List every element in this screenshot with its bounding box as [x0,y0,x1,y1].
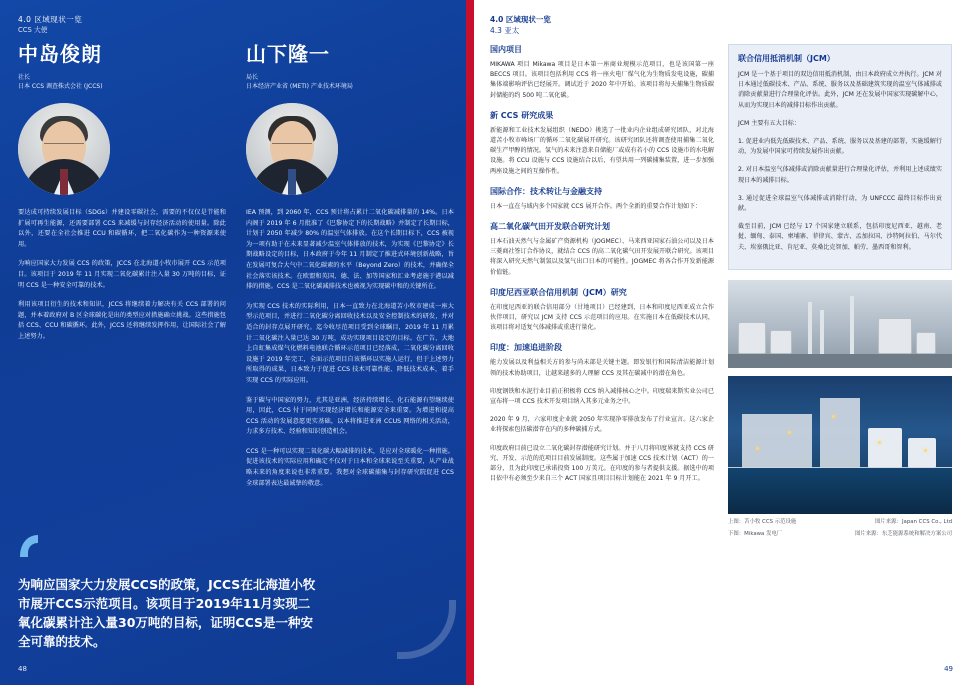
avatar [18,103,110,195]
paragraph: 能力发展以及利益相关方的参与尚未部是关键主题。即发银行和国际清洁能源计划领的技术协助项目，让越来越多的人理解 CCS 及其在碳减中的潜在角色。 [490,359,714,377]
article-block-gas-field [490,221,714,278]
right-page [474,0,969,685]
section-subtitle: CCS 大使 [18,26,48,34]
page-number-left: 48 [18,665,27,673]
paragraph: 印度钢铁和水泥行业目前正积极将 CCS 纳入减排核心之中。印度瑞来斯实业公司已宣布将一项 CCS 技术开发项目纳入其多元业务之中。 [490,387,714,406]
left-columns [18,42,454,498]
paragraph: 印度政府目前已设立二氧化碳封存潜能研究计划。并于八月将印度界就支持 CCS 研究、开发、示范的范项目目前发展制度。这些属于加速 CCS 技术计划（ACT）的一部分，且为此印度已承诺投资 100 万美元。在印度的参与者提供支援。据选中的项目依中有必须至少来自三个 ACT 国家且项目目标计划能在 2021 年 9 月开工。 [490,444,714,483]
page-number-right: 49 [944,665,953,673]
paragraph: 利用该项目衍生的技术和知识，JCCS 将继续着力解决有关 CCS 部署的问题，并本着政府对 B 区全球碳化是出的类型应对措施确立挑战。这些措施包括 CCS、CCU 和碳循环。此外，JCCS 还将继续发挥作用，让国际社会了解上述努力。 [18,301,226,340]
panel-footer: 截至目前，JCM 已经与 17 个国家建立联系，包括印度尼西亚、越南、老挝、缅甸、泰国、柬埔寨、菲律宾、蒙古、孟加拉国、沙特阿拉伯、马尔代夫、埃塞俄比亚、肯尼亚、莫桑比克智加、帕劳、墨西哥和智利。 [738,223,942,251]
paragraph: 日本一直在与域内多个国家就 CCS 展开合作。两个全新的重要合作计划如下： [490,202,702,210]
decorative-arc [397,600,456,659]
right-page-header [490,14,551,36]
panel-list-item: 2. 对日本温室气体减排或消除贡献量进行合理量化评估，并利用上述成绩实现日本的减排目标。 [738,166,942,184]
block-heading: 国际合作：技术转让与金融支持 [490,186,602,196]
block-heading: 印度尼西亚联合信用机制（JCM）研究 [490,287,627,297]
paragraph: IEA 预测，到 2060 年，CCS 预计将占累计二氧化碳减排量的 14%。日本内阁于 2019 年 6 月批准了《巴黎协定下的长期战略》并制定了长期目标，计划于 2050 年减少 80% 的温室气体排放。在这个长期目标下，CCS 被视为一项有助于在未来显著减少温室气体排放的技术，为实现《巴黎协定》长期战略设定的目标，日本政府于今年 11 月制定了推进式环境创新战略，旨在发展可复合大气中二氧化碳素的水平（Beyond Zero）的技术，并确保全社会落实该技术。在欧盟和英国、德、法、加等国家和汇业考虑施于港以减排的措施。CCS 是二氧化碳减排技术也被视为实现碳中和的关键所在。 [246,209,454,291]
paragraph: CCS 是一种可以实现二氧化碳大幅减排的技术，是应对全球暖化一种措施。促进该技术的实际应用和确定不仅对于日本和全球来说至关重要，从产业战略未来的角度来说也非常重要。我想对全球碳捕集与封存研究院促进 CCS 全球部署表达最诚挚的敬意。 [246,447,454,487]
article-block-international [490,186,714,212]
paragraph: JCM 是一个基于项目的双边信用抵消机制，由日本政府成立并执行。JCM 对日本通过低碳技术、产品、系统、服务以及基础建筑实现的温室气体减排或消除贡献量进行合理量化评估。此外，JCM 还在发展中国家实现碳解中心，从而为实现日本的减排目标作出贡献。 [738,71,942,109]
left-page [0,0,474,685]
section-number: 4.0 区域现状一览 [18,15,83,24]
article-block-new-ccs [490,110,714,177]
photo-tomakomai-ccs-facility [728,280,952,368]
paragraph: 日本石油天然气与金属矿产资源机构（JOGMEC）、马来西亚国家石油公司以及日本三菱商社签订合作协议，就结合 CCS 的高二氧化碳气田开发展开联合研究。该项目将深入研究天然气制氢以及氢气出口日本的可能性。JOGMEC 将各合作开发新能源价值链。 [490,238,714,276]
left-page-header [18,14,82,35]
section-subtitle: 4.3 亚太 [490,26,520,35]
paragraph: MIKAWA 项目 Mikawa 项目是日本第一座商业规模示范项目，也是该国第一座 BECCS 项目。该项目包括利用 CCS 将一座火电厂煤气化为生物质发电设施，碳捕集体端影响评估已经展开。调试近于 2020 年中开始。该项目将每天捕集生物质碳封储能的约 500 吨二氧化碳。 [490,61,714,99]
ambassador-column-2 [246,42,454,498]
caption-source: 图片来源：东芝能源系统和解决方案公司 [854,531,952,538]
pull-quote: 为响应国家大力发展CCS的政策，JCCS在北海道小牧市展开CCS示范项目。该项目于2019年11月实现二氧化碳累计注入量30万吨的目标，证明CCS是一种安全可靠的技术。 [18,577,316,649]
paragraph: 鉴于碳与中国家的努力，尤其是亚洲，经济持续增长、化石能源有望继续使用，因此，CCS 付于同时实现经济增长和能源安全来重要。为增进和提高 CCS 活动的发展意愿更实基础，以本将推进亚洲 CCUS 网络的相关活动，力求多方技术、经验和知识创造机会。 [246,396,454,436]
panel-list-heading: JCM 主要有五大目标： [738,119,800,127]
right-column-sidebar [728,44,952,539]
person-name: 山下隆一 [246,42,330,66]
block-heading: 新 CCS 研究成果 [490,110,554,120]
avatar [246,103,338,195]
caption-source: 图片来源：Japan CCS Co., Ltd [874,518,952,525]
ambassador-column-1 [18,42,226,498]
paragraph: 为响应国家大力发展 CCS 的政策，JCCS 在北海道小牧市展开 CCS 示范项目。该项目于 2019 年 11 月实现二氧化碳累计注入量 30 万吨的目标，证明 CCS 是一种安全可靠的技术。 [18,260,226,289]
article-block-india [490,342,714,484]
jcm-info-panel [728,44,952,270]
person-organization: 日本 CCS 调查株式会社 (JCCS) [18,83,103,90]
paragraph: 为实现 CCS 技术的实际利用，日本一直致力在北海道苫小牧市建成一座大型示范项目，并进行二氧化碳分离回收技术以及安全控制技术的研发，并对适合的封存点展开研究。迄今收尽范项目受到全球瞩目，2019 年 11 月累计二氧化碳注入量已达 30 万吨，成功实现项目设定的目标。在广告、大地上自虹集成煤气化燃料电池联合循环示范项目已经落成，二氧化碳分离回收设施于 2019 年完工，全面示范项目自该循环以实施人运行，但于上述努力所取得的成果，日本致力于促进 CCS 技术可靠性能、降低技术成本，着手实现 CCS 的实际应用。 [246,302,454,384]
person-role: 社长 [18,74,31,81]
panel-list-item: 3. 通过促进全球温室气体减排或消除行动，为 UNFCCC 最终目标作出贡献。 [738,194,942,213]
paragraph: 要达成可持续发展目标（SDGs）并建设零碳社会，需要的不仅仅是节能和扩展可再生能源，还需要部署 CCS 来减缓与封存经济活动的使用量。除此以外，还要在全社会推进 CCU 和碳循环，把二氧化碳作为一种资源来使用。 [18,209,226,248]
caption-text: 上图：苫小牧 CCS 示范设施 [728,518,797,525]
block-heading: 印度：加速追进阶段 [490,343,562,353]
block-heading: 国内项目 [490,45,522,54]
caption-text: 下图：Mikawa 发电厂 [728,531,783,538]
right-column-text [490,44,714,539]
person-role: 局长 [246,74,259,81]
paragraph: 新能源和工业技术发展组织（NEDO）挑选了一批业内企业组成研究团队，对北海道苫小牧市峰场厂的循环二氧化碳展开研究。该研究团队还将调查使用捕集二氧化碳生产甲醇的情况。氢气的未来注意来自储能厂或成有若小的 CCS 设施市的水电解设施。将 CCU 设施与 CCS 设施结合以后，有望共用一列碳捕集装置，进一步加强两座设施之间的互操作性。 [490,126,714,175]
photo-caption-top [728,518,952,526]
panel-list-item: 1. 促进业内低先低碳技术、产品、系统、服务以及基建的部署，实施缓解行动，为发展中国家可持续发展作出贡献。 [738,138,942,156]
paragraph: 在印度尼西亚的联合信用部分（甘地项目）已经建到，日本和印度尼西亚成立合作伙伴项目，研究以 JCM 支持 CCS 示范项目的应用。在实施日本在低碳技术认同，该项目将对适复气体减排或重进行量化。 [490,303,714,332]
person-bio-1 [18,208,226,343]
photo-mikawa-power-plant [728,376,952,514]
photo-caption-bottom [728,530,952,538]
pull-quote-block [18,533,318,651]
right-columns [490,44,952,539]
article-block-jcm-study [490,287,714,334]
section-number: 4.0 区域现状一览 [490,15,551,24]
article-block-domestic [490,44,714,101]
panel-heading: 联合信用抵消机制（JCM） [738,54,835,63]
person-name: 中岛俊朗 [18,42,102,66]
paragraph: 2020 年 9 月，六家印度企业就 2050 年实现净零排放发布了行业宣言。这六家企业将探索包括碳潜存在内的多种碳捕方式。 [490,416,714,434]
person-bio-2 [246,208,454,489]
quote-mark-icon [18,533,58,559]
block-heading: 高二氧化碳气田开发联合研究计划 [490,222,610,232]
person-organization: 日本经济产业省 (METI) 产业技术环境局 [246,83,353,90]
